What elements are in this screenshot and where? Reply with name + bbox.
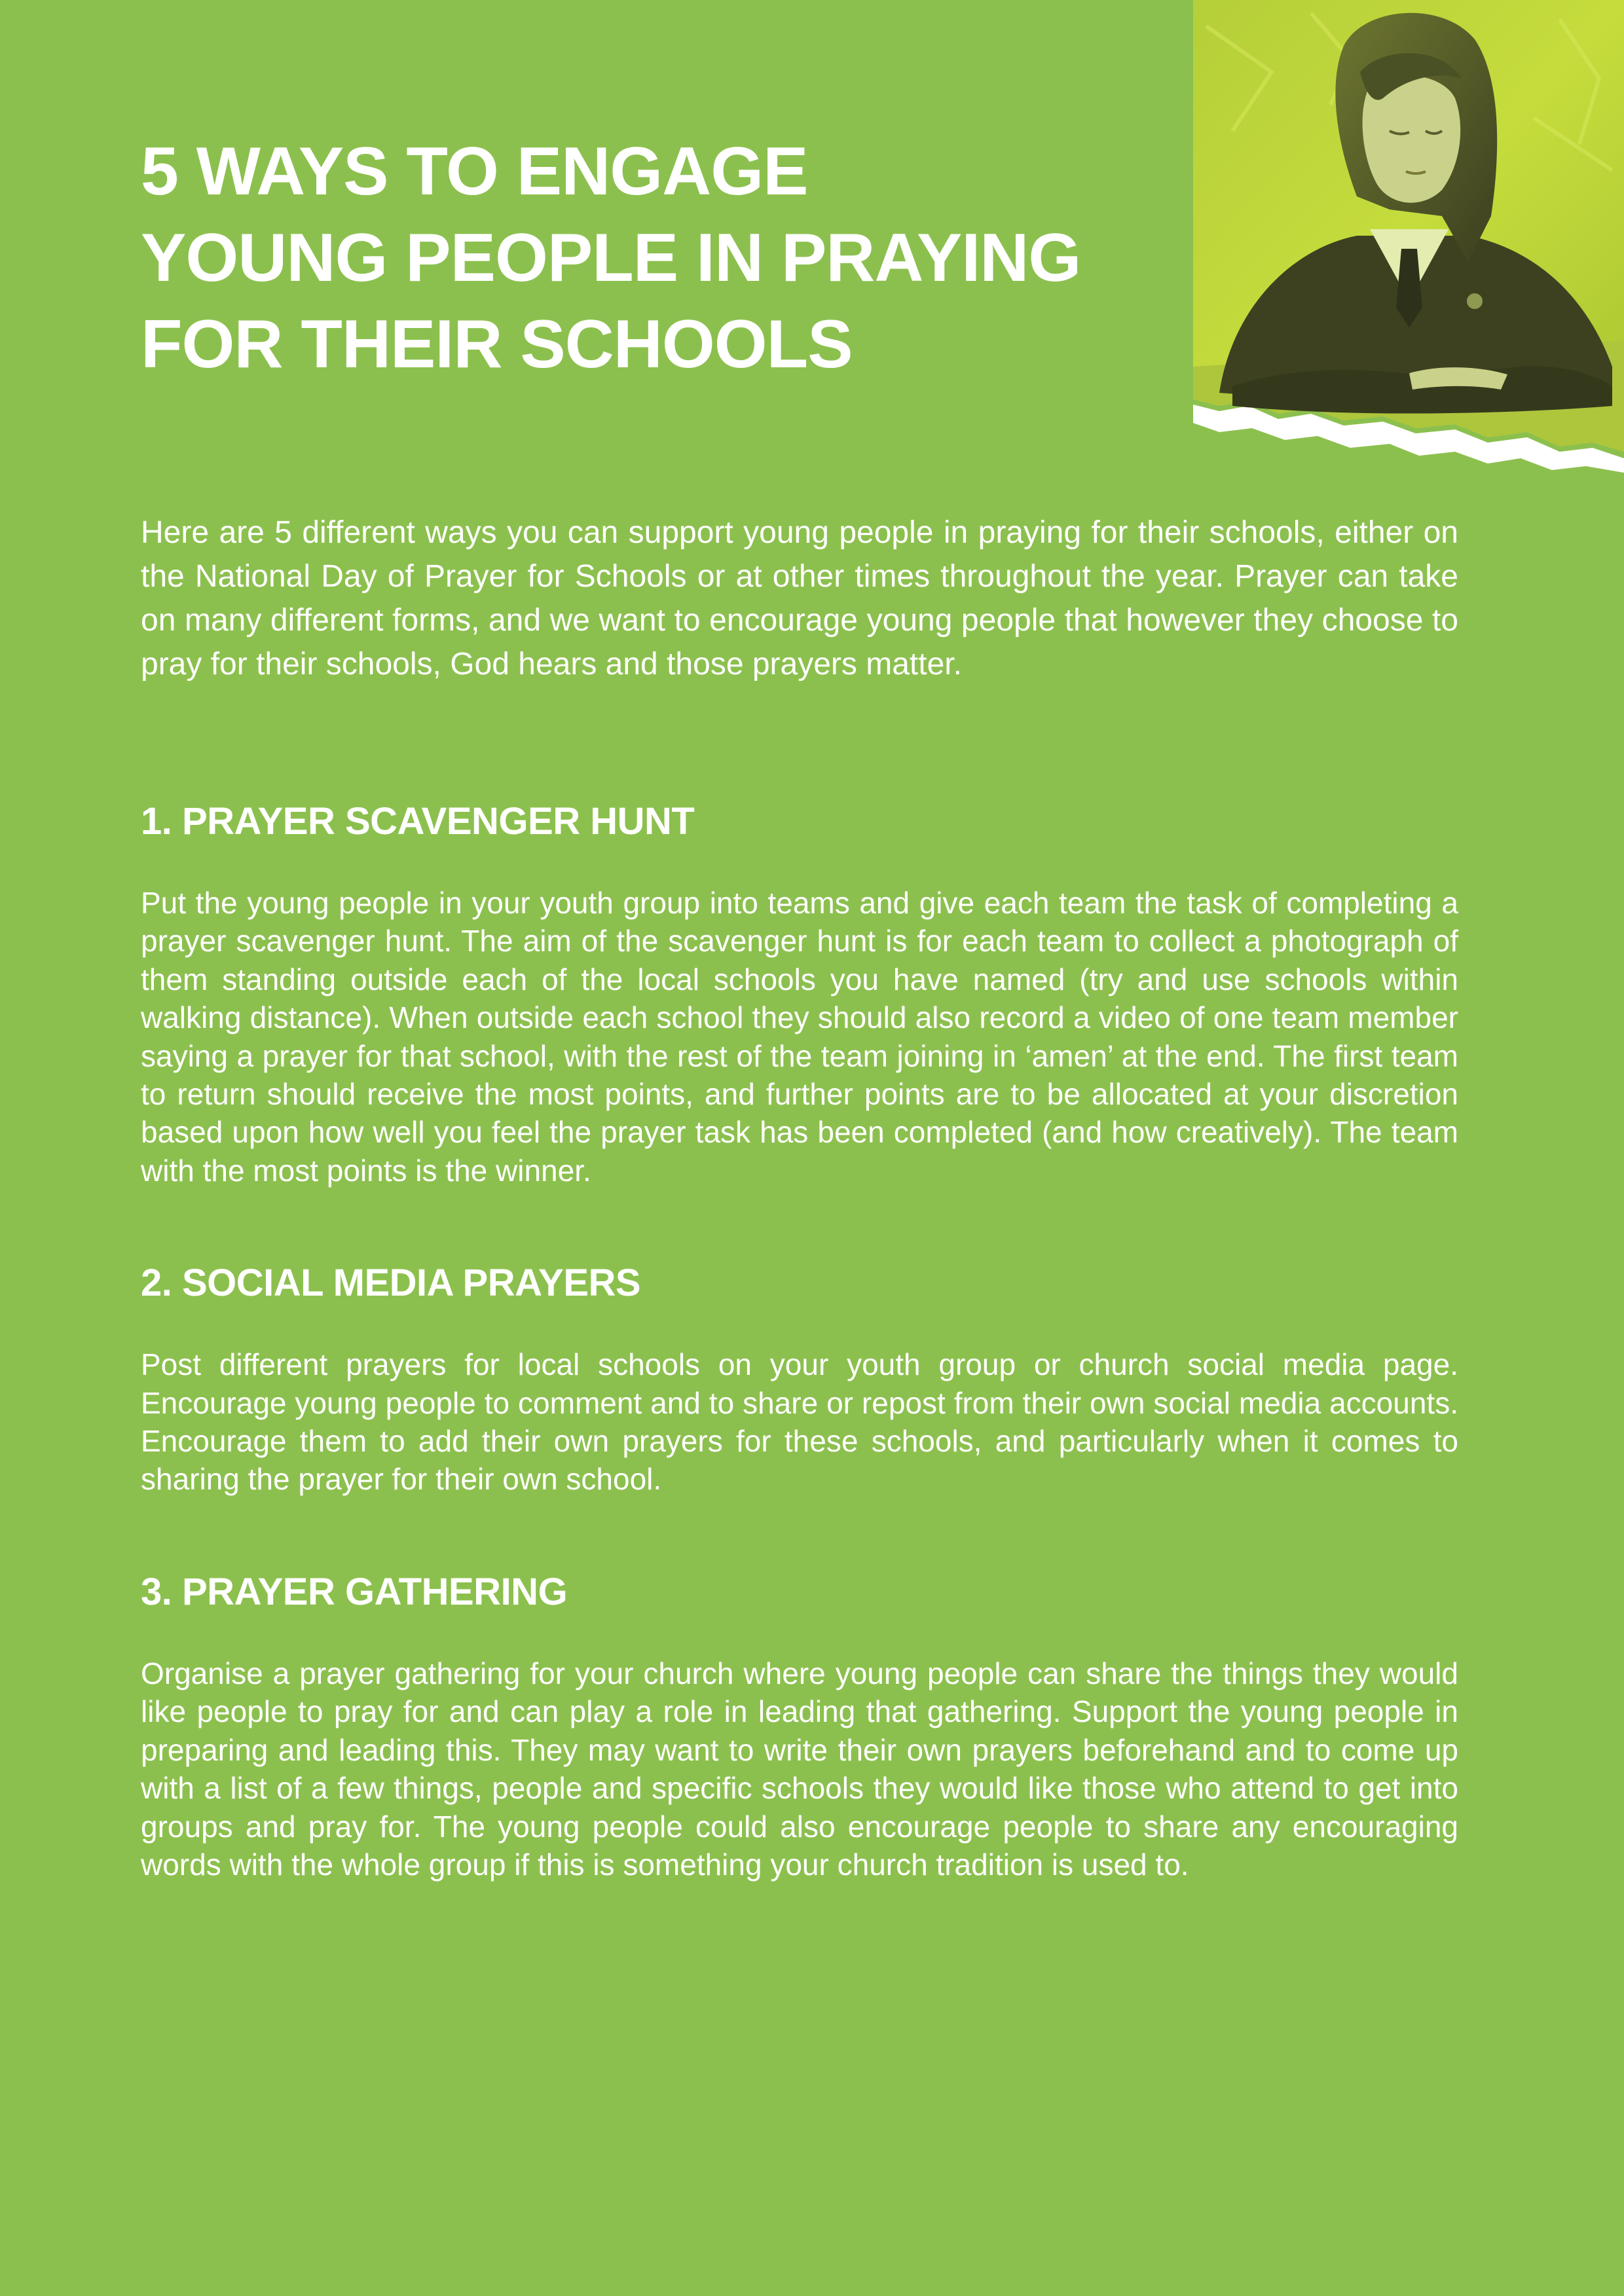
article-content: [141, 511, 1458, 1884]
student-praying-illustration: [1193, 0, 1624, 478]
title-line: YOUNG PEOPLE IN PRAYING: [141, 220, 1081, 296]
section-heading-scavenger-hunt: 1. PRAYER SCAVENGER HUNT: [141, 800, 695, 843]
section-body-social-media: Post different prayers for local schools on your youth group or church social media page. Encourage young people to comment and to share or repost from their own social media accounts. Encourage them to add their own prayers for these schools, and particularly when it comes to sharing the prayer for their own school.: [141, 1347, 1458, 1497]
student-praying-photo: [1193, 0, 1624, 478]
section-heading-prayer-gathering: 3. PRAYER GATHERING: [141, 1570, 568, 1613]
title-line: FOR THEIR SCHOOLS: [141, 306, 853, 382]
section-body-scavenger-hunt: Put the young people in your youth group into teams and give each team the task of completing a prayer scavenger hunt. The aim of the scavenger hunt is for each team to collect a photograph of them standing outside each of the local schools you have named (try and use schools within walking distance). When outside each school they should also record a video of one team member saying a prayer for that school, with the rest of the team joining in ‘amen’ at the end. The first team to return should receive the most points, and further points are to be allocated at your discretion based upon how well you feel the prayer task has been completed (and how creatively). The team with the most points is the winner.: [141, 886, 1458, 1188]
section-heading-social-media: 2. SOCIAL MEDIA PRAYERS: [141, 1262, 641, 1305]
page-title: [141, 128, 1162, 388]
title-line: 5 WAYS TO ENGAGE: [141, 134, 808, 210]
section-body-prayer-gathering: Organise a prayer gathering for your church where young people can share the things they would like people to pray for and can play a role in leading that gathering. Support the young people in preparing and leading this. They may want to write their own prayers beforehand and to come up with a list of a few things, people and specific schools they would like those who attend to get into groups and pray for. The young people could also encourage people to share any encouraging words with the whole group if this is something your church tradition is used to.: [141, 1656, 1458, 1882]
intro-paragraph: Here are 5 different ways you can support young people in praying for their schools, either on the National Day of Prayer for Schools or at other times throughout the year. Prayer can take on many different forms, and we want to encourage young people that however they choose to pray for their schools, God hears and those prayers matter.: [141, 515, 1458, 682]
